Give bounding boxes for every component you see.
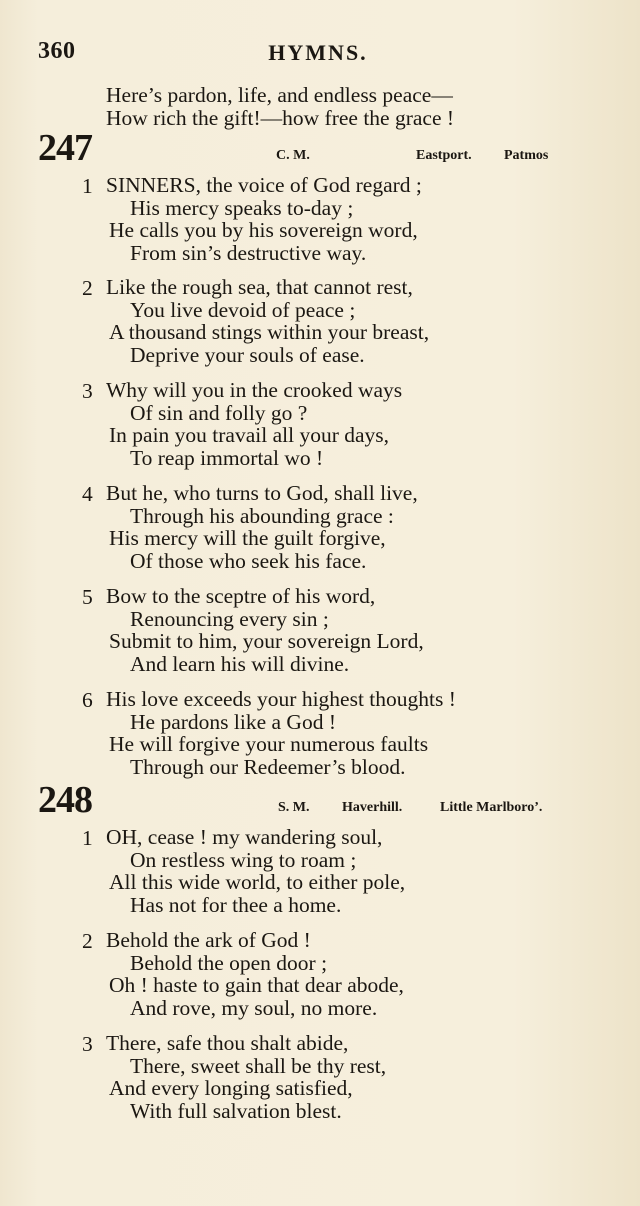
verse-line: And learn his will divine.: [130, 651, 350, 676]
verse-line: All this wide world, to either pole,: [109, 870, 406, 894]
verse-line: Of sin and folly go ?: [130, 400, 308, 425]
verse-line: Submit to him, your sovereign Lord,: [109, 629, 424, 653]
verse-line: Behold the open door ;: [130, 950, 328, 975]
verse-line: Like the rough sea, that cannot rest,: [106, 275, 413, 299]
tune-name: Little Marlboro’.: [440, 800, 543, 815]
page-number: 360: [38, 38, 76, 64]
verse-line: There, safe thou shalt abide,: [106, 1031, 349, 1055]
verse-line: He calls you by his sovereign word,: [109, 218, 418, 242]
verse-line: Through his abounding grace :: [130, 503, 394, 528]
verse-line: With full salvation blest.: [130, 1098, 342, 1123]
page-header: [38, 38, 598, 68]
verse-line: Of those who seek his face.: [130, 548, 367, 573]
verse-line: Through our Redeemer’s blood.: [130, 754, 406, 779]
verse-number: 1: [82, 174, 93, 198]
verse-line: Why will you in the crooked ways: [106, 378, 403, 402]
verse-line: In pain you travail all your days,: [109, 423, 390, 447]
verse-line: And every longing satisfied,: [109, 1076, 353, 1100]
hymn-247-heading: [38, 128, 578, 168]
verse-line: His love exceeds your highest thoughts !: [106, 687, 456, 711]
verse-line: But he, who turns to God, shall live,: [106, 481, 418, 505]
hymn-number: 248: [38, 779, 92, 821]
verse-line: Bow to the sceptre of his word,: [106, 584, 376, 608]
verse-line: Renouncing every sin ;: [130, 606, 329, 631]
verse-line: You live devoid of peace ;: [130, 297, 356, 322]
verse-number: 3: [82, 379, 93, 403]
verse-line: His mercy will the guilt forgive,: [109, 526, 386, 550]
hymn-meter: C. M.: [276, 148, 310, 163]
carryover-line: Here’s pardon, life, and endless peace—: [106, 83, 453, 107]
hymn-248-heading: [38, 780, 578, 820]
verse-line: He pardons like a God !: [130, 709, 336, 734]
verse-line: He will forgive your numerous faults: [109, 732, 429, 756]
carryover-line: How rich the gift!—how free the grace !: [106, 105, 455, 130]
hymn-meter: S. M.: [278, 800, 310, 815]
hymn-number: 247: [38, 127, 92, 169]
verse-number: 5: [82, 585, 93, 609]
verse-line: There, sweet shall be thy rest,: [130, 1053, 387, 1078]
verse-number: 2: [82, 276, 93, 300]
verse-line: And rove, my soul, no more.: [130, 995, 378, 1020]
tune-name: Eastport.: [416, 148, 472, 163]
verse-number: 1: [82, 826, 93, 850]
verse-line: On restless wing to roam ;: [130, 847, 357, 872]
verse-line: Has not for thee a home.: [130, 892, 342, 917]
tune-name: Patmos: [504, 148, 549, 163]
verse-number: 2: [82, 929, 93, 953]
tune-name: Haverhill.: [342, 800, 403, 815]
verse-number: 4: [82, 482, 93, 506]
verse-line: Oh ! haste to gain that dear abode,: [109, 973, 404, 997]
verse-line: Behold the ark of God !: [106, 928, 311, 952]
verse-line: SINNERS, the voice of God regard ;: [106, 173, 422, 197]
verse-line: Deprive your souls of ease.: [130, 342, 365, 367]
verse-number: 6: [82, 688, 93, 712]
carryover-lines: [106, 84, 454, 129]
verse-line: His mercy speaks to-day ;: [130, 195, 354, 220]
running-title: HYMNS.: [268, 40, 368, 65]
verse-line: OH, cease ! my wandering soul,: [106, 825, 383, 849]
verse-line: To reap immortal wo !: [130, 445, 324, 470]
verse-line: A thousand stings within your breast,: [109, 320, 430, 344]
verse-number: 3: [82, 1032, 93, 1056]
verse-line: From sin’s destructive way.: [130, 240, 367, 265]
